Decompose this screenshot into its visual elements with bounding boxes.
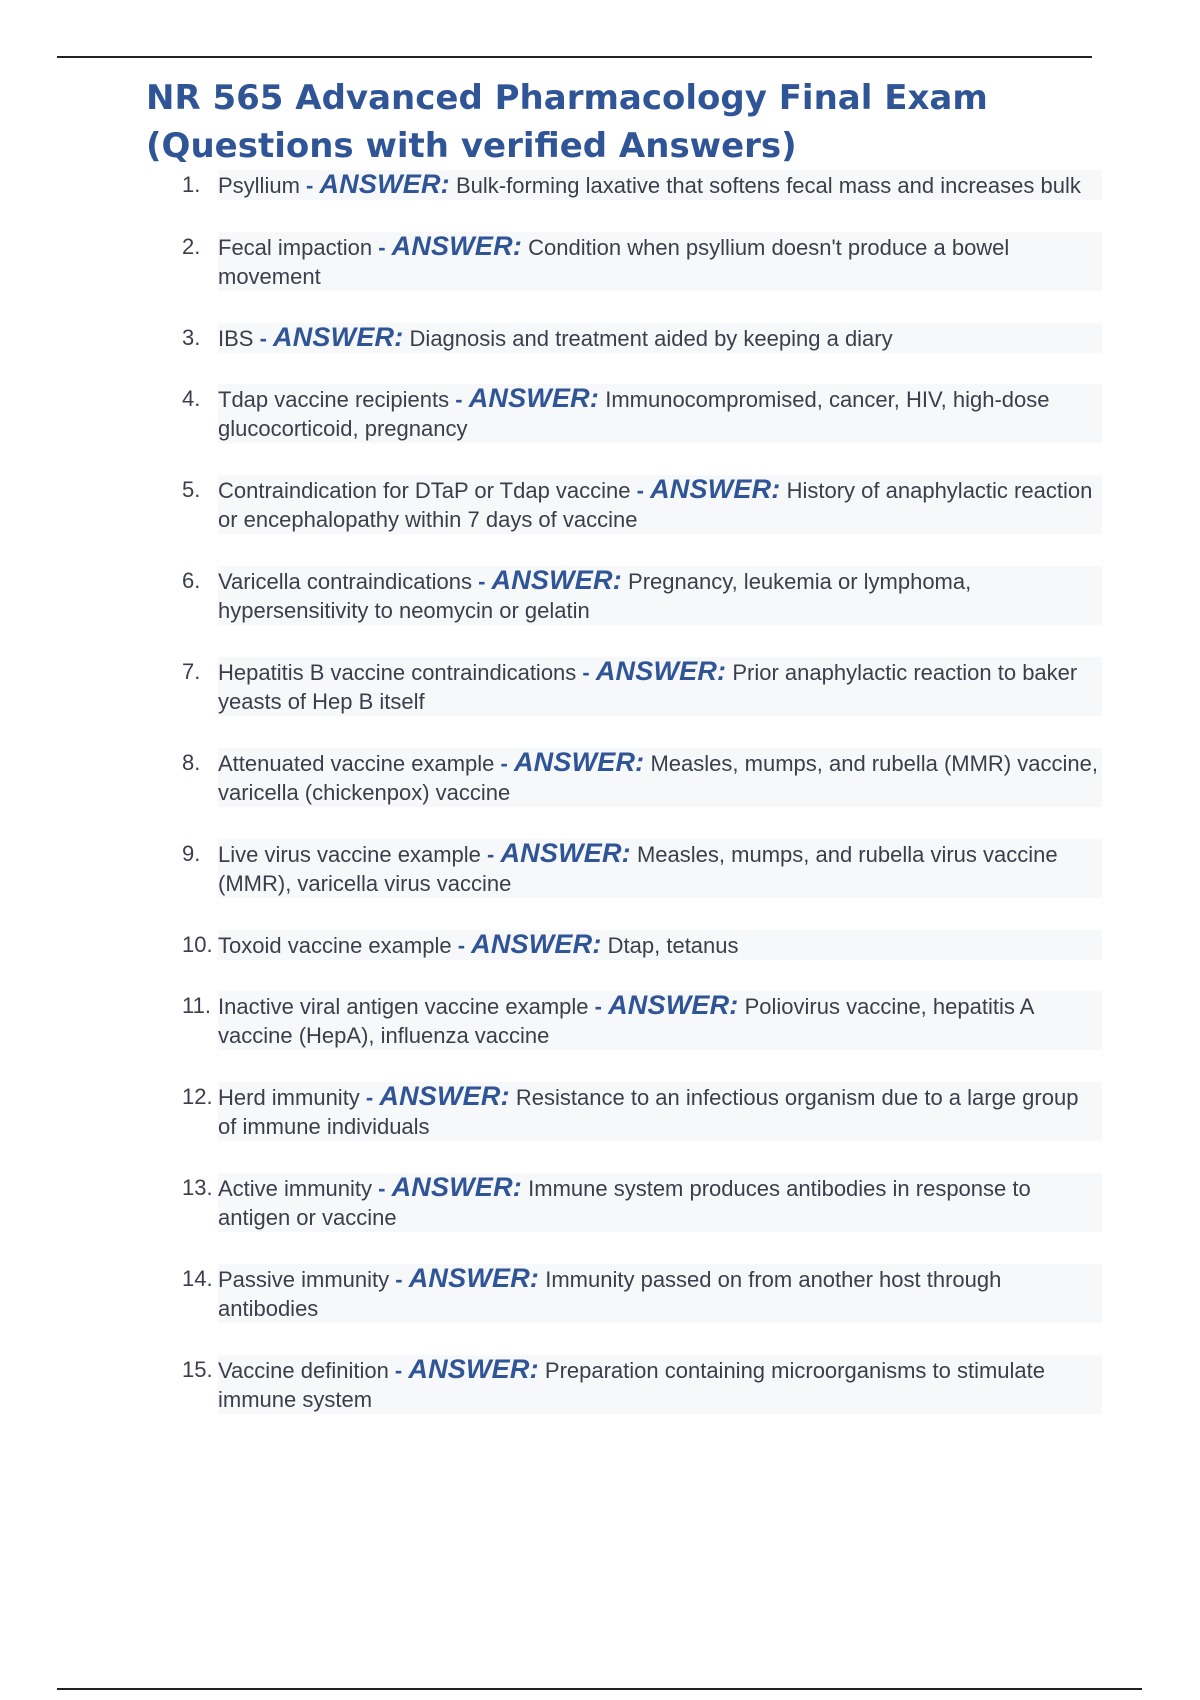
qa-item bbox=[182, 475, 1102, 534]
item-number: 4. bbox=[182, 386, 201, 411]
qa-item bbox=[182, 657, 1102, 716]
item-separator: - bbox=[299, 173, 320, 198]
item-body bbox=[218, 170, 1102, 200]
title-line-2: (Questions with verified Answers) bbox=[146, 126, 797, 166]
item-body bbox=[218, 1082, 1102, 1141]
item-answer: Condition when psyllium doesn't produce a bowel movement bbox=[218, 235, 1010, 289]
qa-item bbox=[182, 1082, 1102, 1141]
item-answer: Immunocompromised, cancer, HIV, high-dose glucocorticoid, pregnancy bbox=[218, 387, 1050, 441]
item-separator: - bbox=[588, 994, 609, 1019]
item-term: Inactive viral antigen vaccine example bbox=[218, 994, 589, 1019]
answer-label: ANSWER: bbox=[379, 1081, 510, 1111]
top-rule bbox=[57, 56, 1092, 58]
item-term: Attenuated vaccine example bbox=[218, 751, 495, 776]
item-answer: Immunity passed on from another host through antibodies bbox=[218, 1267, 1002, 1321]
item-body bbox=[218, 657, 1102, 716]
qa-item bbox=[182, 170, 1102, 200]
item-separator: - bbox=[576, 660, 596, 685]
item-term: Active immunity bbox=[218, 1176, 373, 1201]
item-answer: Measles, mumps, and rubella (MMR) vaccine, varicella (chickenpox) vaccine bbox=[218, 751, 1098, 805]
item-term: Tdap vaccine recipients bbox=[218, 387, 450, 412]
qa-item bbox=[182, 323, 1102, 353]
answer-label: ANSWER: bbox=[408, 1354, 539, 1384]
item-answer: Bulk-forming laxative that softens fecal mass and increases bulk bbox=[455, 173, 1081, 198]
item-answer: Preparation containing microorganisms to stimulate immune system bbox=[218, 1358, 1046, 1412]
qa-item bbox=[182, 930, 1102, 960]
item-term: Toxoid vaccine example bbox=[218, 933, 452, 958]
bottom-rule bbox=[57, 1688, 1142, 1690]
item-body bbox=[218, 566, 1102, 625]
item-number: 1. bbox=[182, 172, 201, 197]
answer-label: ANSWER: bbox=[273, 322, 404, 352]
item-body bbox=[218, 991, 1102, 1050]
item-answer: Resistance to an infectious organism due to a large group of immune individuals bbox=[218, 1085, 1079, 1139]
item-answer: Pregnancy, leukemia or lymphoma, hypersensitivity to neomycin or gelatin bbox=[218, 569, 972, 623]
item-body bbox=[218, 323, 1102, 353]
item-body bbox=[218, 930, 1102, 960]
title-line-1: NR 565 Advanced Pharmacology Final Exam bbox=[146, 78, 988, 118]
item-body bbox=[218, 748, 1102, 807]
qa-item bbox=[182, 1173, 1102, 1232]
item-body bbox=[218, 475, 1102, 534]
item-answer: Immune system produces antibodies in response to antigen or vaccine bbox=[218, 1176, 1031, 1230]
qa-item bbox=[182, 384, 1102, 443]
item-term: Contraindication for DTaP or Tdap vaccine bbox=[218, 478, 631, 503]
item-term: Psyllium bbox=[218, 173, 300, 198]
item-body bbox=[218, 232, 1102, 291]
item-number: 3. bbox=[182, 325, 201, 350]
item-separator: - bbox=[388, 1358, 409, 1383]
item-separator: - bbox=[389, 1267, 409, 1292]
item-term: IBS bbox=[218, 326, 254, 351]
answer-label: ANSWER: bbox=[408, 1263, 540, 1293]
item-term: Varicella contraindications bbox=[218, 569, 472, 594]
item-answer: Diagnosis and treatment aided by keeping a diary bbox=[409, 326, 893, 351]
item-separator: - bbox=[372, 1176, 392, 1201]
item-number: 8. bbox=[182, 750, 201, 775]
item-number: 6. bbox=[182, 568, 201, 593]
item-number: 10. bbox=[182, 932, 213, 957]
item-term: Live virus vaccine example bbox=[218, 842, 481, 867]
item-term: Hepatitis B vaccine contraindications bbox=[218, 660, 577, 685]
answer-label: ANSWER: bbox=[650, 474, 781, 504]
qa-item bbox=[182, 839, 1102, 898]
item-number: 7. bbox=[182, 659, 201, 684]
item-answer: Dtap, tetanus bbox=[607, 933, 739, 958]
qa-list bbox=[182, 170, 1102, 1446]
item-answer: History of anaphylactic reaction or encephalopathy within 7 days of vaccine bbox=[218, 478, 1093, 532]
item-body bbox=[218, 839, 1102, 898]
answer-label: ANSWER: bbox=[471, 929, 602, 959]
answer-label: ANSWER: bbox=[491, 565, 622, 595]
qa-item bbox=[182, 1355, 1102, 1414]
document-title bbox=[146, 74, 1106, 170]
item-separator: - bbox=[471, 569, 492, 594]
item-number: 13. bbox=[182, 1175, 213, 1200]
item-answer: Poliovirus vaccine, hepatitis A vaccine (HepA), influenza vaccine bbox=[218, 994, 1034, 1048]
item-separator: - bbox=[480, 842, 501, 867]
item-number: 12. bbox=[182, 1084, 213, 1109]
item-body bbox=[218, 1264, 1102, 1323]
item-separator: - bbox=[630, 478, 651, 503]
item-term: Vaccine definition bbox=[218, 1358, 389, 1383]
item-body bbox=[218, 1173, 1102, 1232]
answer-label: ANSWER: bbox=[595, 656, 727, 686]
item-separator: - bbox=[372, 235, 392, 260]
item-separator: - bbox=[449, 387, 469, 412]
item-separator: - bbox=[359, 1085, 380, 1110]
answer-label: ANSWER: bbox=[391, 1172, 522, 1202]
item-answer: Measles, mumps, and rubella virus vaccine (MMR), varicella virus vaccine bbox=[218, 842, 1058, 896]
qa-item bbox=[182, 566, 1102, 625]
item-number: 5. bbox=[182, 477, 201, 502]
answer-label: ANSWER: bbox=[608, 990, 739, 1020]
answer-label: ANSWER: bbox=[319, 169, 450, 199]
answer-label: ANSWER: bbox=[500, 838, 631, 868]
item-body bbox=[218, 1355, 1102, 1414]
item-number: 9. bbox=[182, 841, 201, 866]
qa-item bbox=[182, 232, 1102, 291]
item-answer: Prior anaphylactic reaction to baker yeasts of Hep B itself bbox=[218, 660, 1078, 714]
item-number: 11. bbox=[182, 993, 211, 1018]
qa-item bbox=[182, 991, 1102, 1050]
item-body bbox=[218, 384, 1102, 443]
item-number: 15. bbox=[182, 1357, 213, 1382]
item-number: 2. bbox=[182, 234, 201, 259]
item-term: Passive immunity bbox=[218, 1267, 390, 1292]
item-separator: - bbox=[253, 326, 274, 351]
item-term: Herd immunity bbox=[218, 1085, 360, 1110]
item-separator: - bbox=[451, 933, 472, 958]
answer-label: ANSWER: bbox=[391, 231, 523, 261]
qa-item bbox=[182, 748, 1102, 807]
answer-label: ANSWER: bbox=[468, 383, 600, 413]
qa-item bbox=[182, 1264, 1102, 1323]
answer-label: ANSWER: bbox=[513, 747, 645, 777]
item-term: Fecal impaction bbox=[218, 235, 373, 260]
item-number: 14. bbox=[182, 1266, 213, 1291]
item-separator: - bbox=[494, 751, 514, 776]
